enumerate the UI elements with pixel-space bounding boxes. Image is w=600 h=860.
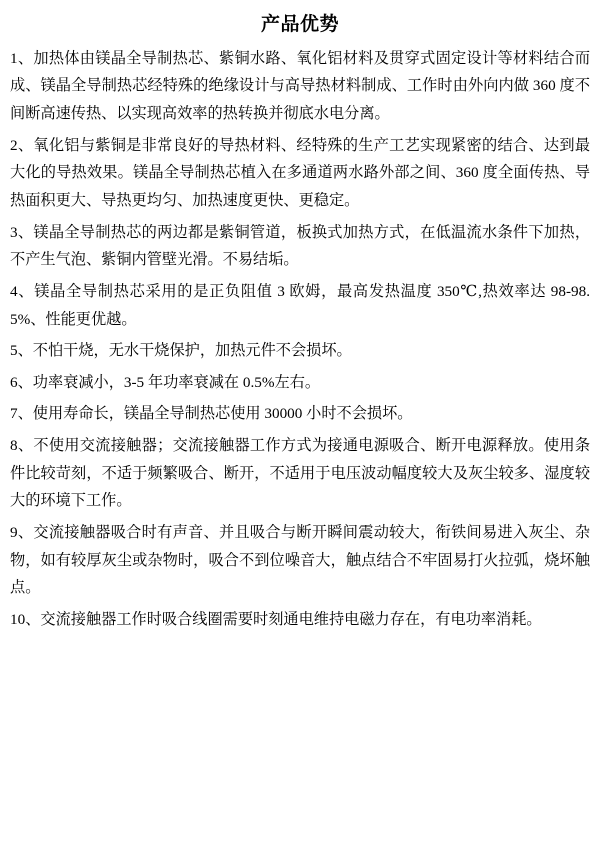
paragraph-1: 1、加热体由镁晶全导制热芯、紫铜水路、氧化铝材料及贯穿式固定设计等材料结合而成、镁晶全导制热芯经特殊的绝缘设计与高导热材料制成、工作时由外向内做 360 度不间断高速传热、以实现高效率的热转换并彻底水电分离。 (10, 49, 590, 122)
paragraph-9: 9、交流接触器吸合时有声音、并且吸合与断开瞬间震动较大，衔铁间易进入灰尘、杂物，如有较厚灰尘或杂物时，吸合不到位噪音大，触点结合不牢固易打火拉弧，烧坏触点。 (10, 524, 590, 597)
paragraph-5: 5、不怕干烧，无水干烧保护，加热元件不会损坏。 (10, 342, 352, 360)
page-title: 产品优势 (260, 14, 339, 35)
paragraph-4: 4、镁晶全导制热芯采用的是正负阻值 3 欧姆，最高发热温度 350℃,热效率达 98-98.5%、性能更优越。 (10, 282, 590, 328)
paragraph-10: 10、交流接触器工作时吸合线圈需要时刻通电维持电磁力存在，有电功率消耗。 (10, 611, 542, 629)
paragraph-3: 3、镁晶全导制热芯的两边都是紫铜管道，板换式加热方式，在低温流水条件下加热，不产生气泡、紫铜内管壁光滑。不易结垢。 (10, 223, 590, 269)
paragraph-6: 6、功率衰减小，3-5 年功率衰减在 0.5%左右。 (10, 373, 321, 391)
paragraph-8: 8、不使用交流接触器；交流接触器工作方式为接通电源吸合、断开电源释放。使用条件比较苛刻，不适于频繁吸合、断开，不适用于电压波动幅度较大及灰尘较多、湿度较大的环境下工作。 (10, 437, 590, 510)
paragraph-7: 7、使用寿命长，镁晶全导制热芯使用 30000 小时不会损坏。 (10, 405, 413, 423)
paragraph-2: 2、氧化铝与紫铜是非常良好的导热材料、经特殊的生产工艺实现紧密的结合、达到最大化的导热效果。镁晶全导制热芯植入在多通道两水路外部之间、360 度全面传热、导热面积更大、导热更均匀、加热速度更快、更稳定。 (10, 136, 590, 209)
